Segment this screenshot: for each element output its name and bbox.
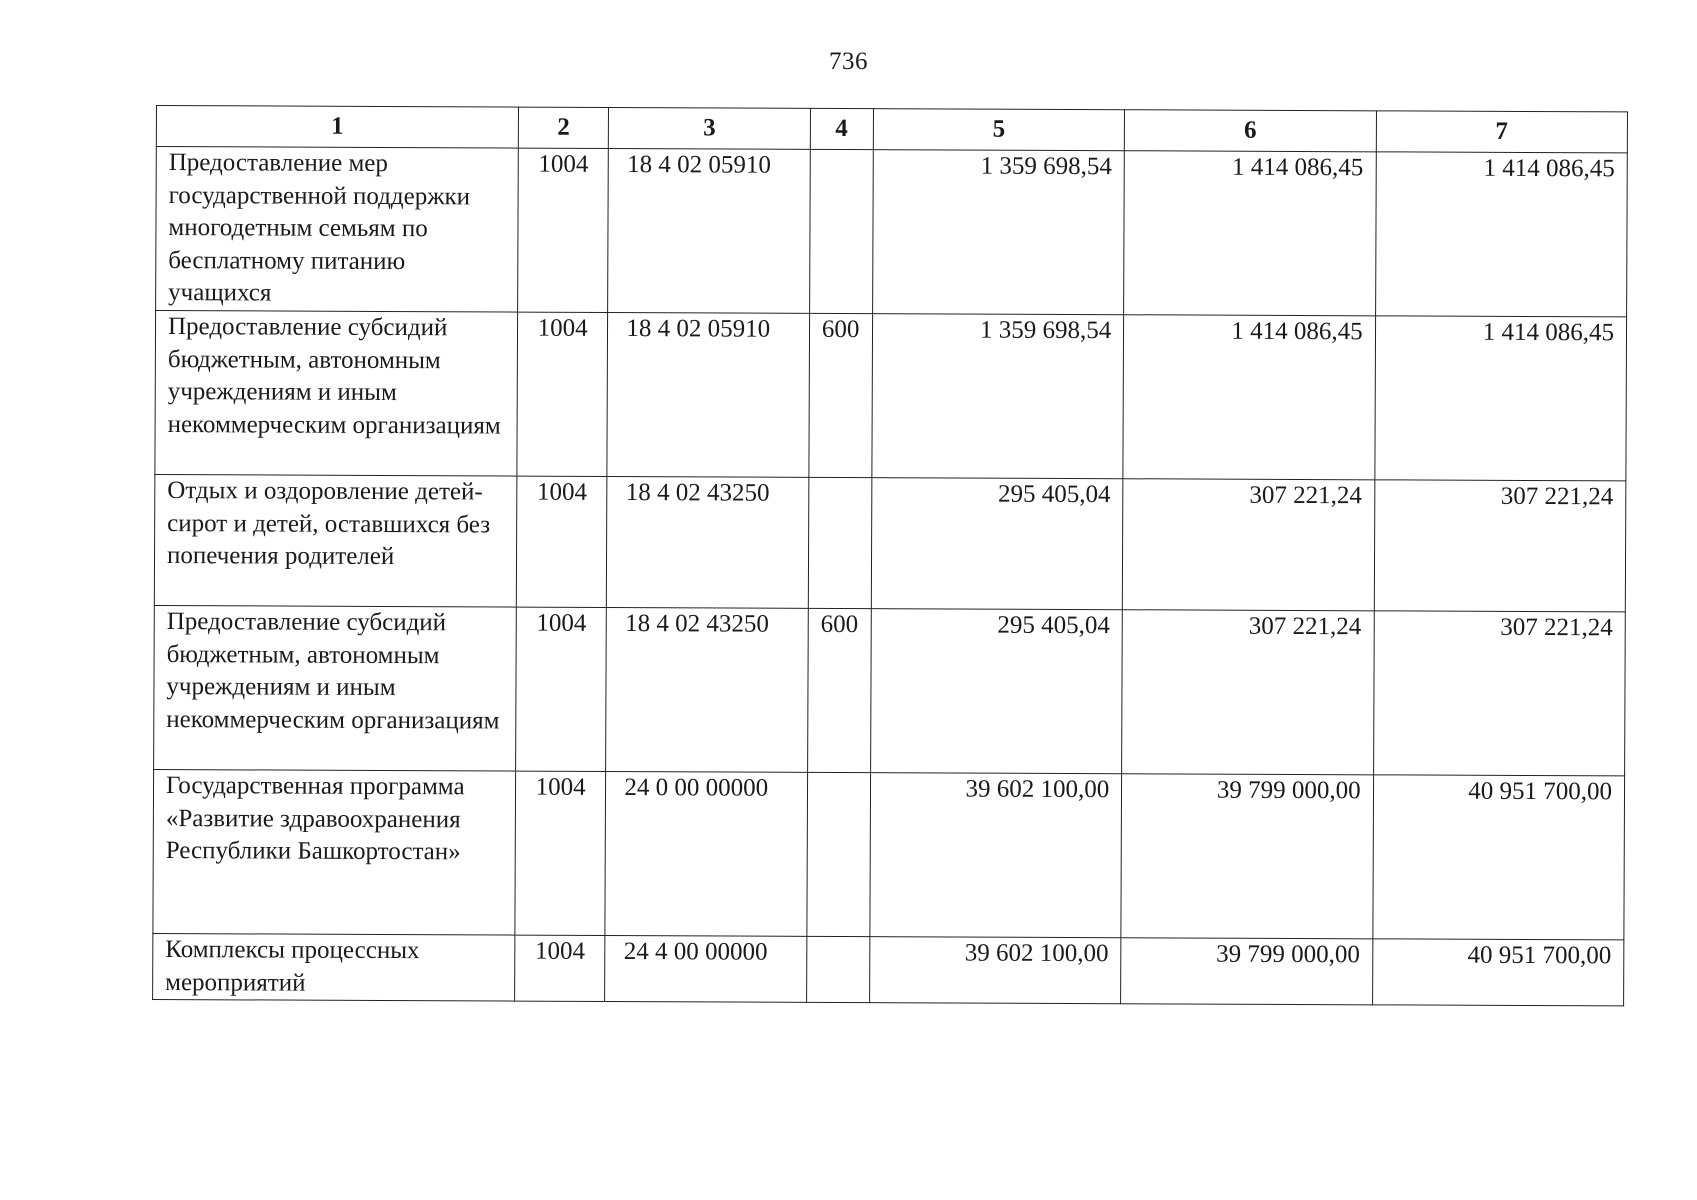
column-header: 2 [518,107,609,148]
amount-col6-cell: 39 799 000,00 [1121,774,1373,939]
amount-col7-cell: 40 951 700,00 [1372,939,1624,1006]
amount-col7-cell: 1 414 086,45 [1375,152,1627,317]
amount-col7-cell: 1 414 086,45 [1374,316,1626,481]
target-code-cell: 24 4 00 00000 [605,935,806,1002]
amount-col6-cell: 1 414 086,45 [1123,315,1375,480]
expense-type-cell: 600 [808,313,872,477]
section-cell: 1004 [515,935,606,1001]
target-code-cell: 18 4 02 05910 [608,148,810,313]
table-header-row [156,106,1627,153]
page-number: 736 [829,48,868,75]
section-cell: 1004 [517,312,608,476]
amount-col5-cell: 39 602 100,00 [870,773,1122,938]
amount-col5-cell: 295 405,04 [870,609,1122,774]
budget-table [152,105,1628,1006]
row-name-cell: Отдых и оздоровление детей-сирот и детей, оставшихся без попечения родителей [154,474,517,607]
expense-type-cell [809,149,873,313]
table-row [155,311,1627,481]
target-code-cell: 24 0 00 00000 [605,771,807,936]
target-code-cell: 18 4 02 43250 [607,476,809,608]
column-header: 5 [873,109,1125,151]
amount-col5-cell: 39 602 100,00 [869,937,1121,1004]
table-row [154,605,1626,775]
column-header: 4 [810,108,874,149]
section-cell: 1004 [516,476,607,607]
section-cell: 1004 [515,771,606,935]
target-code-cell: 18 4 02 43250 [606,607,808,772]
amount-col6-cell: 307 221,24 [1122,610,1374,775]
amount-col5-cell: 1 359 698,54 [872,150,1124,315]
amount-col7-cell: 307 221,24 [1374,480,1626,612]
column-header: 6 [1125,110,1377,152]
target-code-cell: 18 4 02 05910 [607,312,809,477]
expense-type-cell: 600 [807,608,871,772]
table-row [156,147,1628,317]
row-name-cell: Предоставление мер государственной поддержки многодетным семьям по бесплатному питанию учащихся [156,147,519,313]
row-name-cell: Государственная программа «Развитие здравоохранения Республики Башкортостан» [153,769,516,935]
amount-col6-cell: 1 414 086,45 [1124,151,1376,316]
row-name-cell: Предоставление субсидий бюджетным, автономным учреждениям и иным некоммерческим организациям [154,605,517,771]
column-header: 1 [156,106,518,149]
expense-type-cell [806,772,870,936]
expense-type-cell [808,477,872,608]
section-cell: 1004 [516,607,607,771]
amount-col7-cell: 307 221,24 [1373,611,1625,776]
table-row [153,933,1624,1005]
section-cell: 1004 [518,148,609,312]
amount-col5-cell: 1 359 698,54 [872,314,1124,479]
column-header: 3 [609,107,810,149]
expense-type-cell [806,936,870,1002]
amount-col5-cell: 295 405,04 [871,478,1123,610]
amount-col7-cell: 40 951 700,00 [1372,775,1624,940]
row-name-cell: Комплексы процессных мероприятий [153,933,515,1001]
amount-col6-cell: 39 799 000,00 [1121,938,1373,1005]
row-name-cell: Предоставление субсидий бюджетным, автономным учреждениям и иным некоммерческим организациям [155,311,518,477]
table-row [154,474,1626,611]
column-header: 7 [1376,111,1628,153]
table-row [153,769,1625,939]
amount-col6-cell: 307 221,24 [1123,479,1375,611]
